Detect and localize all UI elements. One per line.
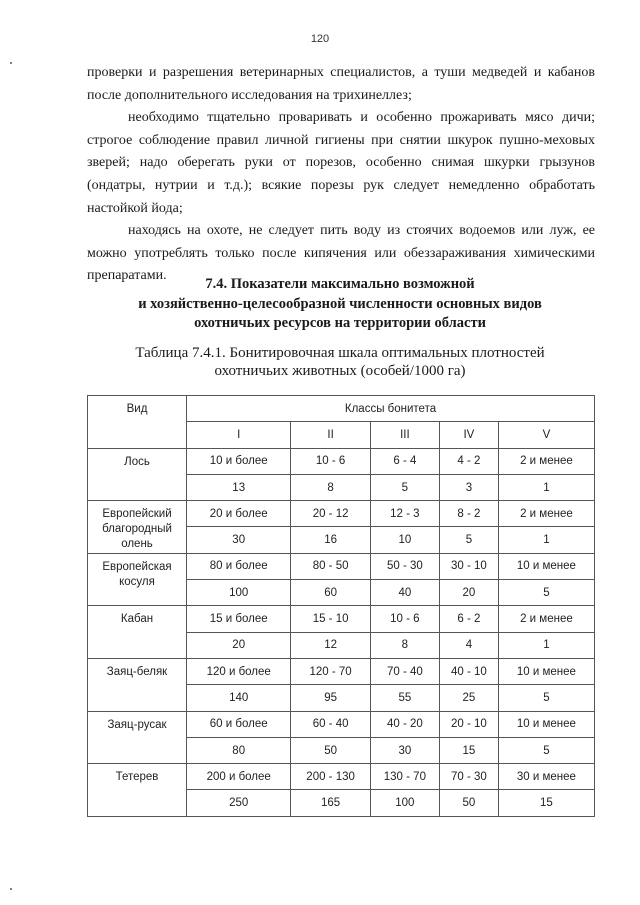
range-cell: 10 и более [187,448,291,474]
range-cell: 30 и менее [498,764,594,790]
range-cell: 200 и более [187,764,291,790]
optimal-density-cell: 8 [291,474,370,500]
range-cell: 2 и менее [498,501,594,527]
species-cell: Европейский благородный олень [88,501,187,554]
table-row-range [88,501,595,527]
range-cell: 2 и менее [498,606,594,632]
range-cell: 40 - 20 [370,711,439,737]
class-label: V [498,422,594,448]
species-cell: Тетерев [88,764,187,817]
range-cell: 60 и более [187,711,291,737]
table-caption-line: охотничьих животных (особей/1000 га) [214,363,466,379]
range-cell: 2 и менее [498,448,594,474]
optimal-density-cell: 15 [498,790,594,816]
optimal-density-cell: 40 [370,580,439,606]
range-cell: 6 - 2 [439,606,498,632]
species-cell: Европейская косуля [88,553,187,606]
range-cell: 80 и более [187,553,291,579]
bonitet-table [87,395,595,817]
range-cell: 4 - 2 [439,448,498,474]
optimal-density-cell: 100 [187,580,291,606]
range-cell: 80 - 50 [291,553,370,579]
range-cell: 12 - 3 [370,501,439,527]
optimal-density-cell: 165 [291,790,370,816]
range-cell: 20 и более [187,501,291,527]
page-number: 120 [310,33,330,45]
range-cell: 70 - 40 [370,658,439,684]
optimal-density-cell: 13 [187,474,291,500]
range-cell: 130 - 70 [370,764,439,790]
optimal-density-cell: 5 [498,580,594,606]
table-row-range [88,711,595,737]
range-cell: 200 - 130 [291,764,370,790]
range-cell: 120 и более [187,658,291,684]
optimal-density-cell: 1 [498,527,594,553]
range-cell: 10 и менее [498,553,594,579]
optimal-density-cell: 140 [187,685,291,711]
optimal-density-cell: 3 [439,474,498,500]
optimal-density-cell: 16 [291,527,370,553]
optimal-density-cell: 5 [370,474,439,500]
table-row-range [88,448,595,474]
class-label: III [370,422,439,448]
range-cell: 15 - 10 [291,606,370,632]
range-cell: 6 - 4 [370,448,439,474]
optimal-density-cell: 50 [291,737,370,763]
optimal-density-cell: 10 [370,527,439,553]
optimal-density-cell: 5 [498,685,594,711]
species-cell: Кабан [88,606,187,659]
class-label: IV [439,422,498,448]
table-body [88,448,595,816]
range-cell: 10 и менее [498,658,594,684]
range-cell: 10 - 6 [291,448,370,474]
optimal-density-cell: 250 [187,790,291,816]
table-row-range [88,553,595,579]
range-cell: 60 - 40 [291,711,370,737]
optimal-density-cell: 8 [370,632,439,658]
range-cell: 20 - 10 [439,711,498,737]
range-cell: 15 и более [187,606,291,632]
optimal-density-cell: 30 [370,737,439,763]
optimal-density-cell: 4 [439,632,498,658]
optimal-density-cell: 20 [187,632,291,658]
range-cell: 10 и менее [498,711,594,737]
range-cell: 50 - 30 [370,553,439,579]
body-text [87,62,595,288]
table-row-range [88,764,595,790]
section-heading [60,275,620,334]
range-cell: 120 - 70 [291,658,370,684]
optimal-density-cell: 15 [439,737,498,763]
optimal-density-cell: 50 [439,790,498,816]
section-heading-line: и хозяйственно-целесообразной численности основных видов [138,295,542,312]
scan-speck [10,62,12,64]
range-cell: 30 - 10 [439,553,498,579]
paragraph: находясь на охоте, не следует пить воду из стоячих водоемов или луж, ее можно употреблять только после кипячения или обеззараживания химическими препаратами. [87,223,595,284]
optimal-density-cell: 95 [291,685,370,711]
classes-column-header: Классы бонитета [187,396,595,422]
table-caption-line: Таблица 7.4.1. Бонитировочная шкала оптимальных плотностей [135,345,545,361]
range-cell: 70 - 30 [439,764,498,790]
optimal-density-cell: 20 [439,580,498,606]
range-cell: 20 - 12 [291,501,370,527]
optimal-density-cell: 55 [370,685,439,711]
class-label: I [187,422,291,448]
optimal-density-cell: 80 [187,737,291,763]
table-row-range [88,606,595,632]
section-heading-line: 7.4. Показатели максимально возможной [205,276,475,292]
paragraph: проверки и разрешения ветеринарных специалистов, а туши медведей и кабанов после дополнительного исследования на трихинеллез; [87,65,595,103]
table-caption [60,344,620,380]
class-label: II [291,422,370,448]
range-cell: 8 - 2 [439,501,498,527]
species-cell: Заяц-русак [88,711,187,764]
section-heading-line: охотничьих ресурсов на территории области [194,315,486,331]
species-cell: Заяц-беляк [88,658,187,711]
optimal-density-cell: 100 [370,790,439,816]
table-row-range [88,658,595,684]
optimal-density-cell: 5 [498,737,594,763]
optimal-density-cell: 1 [498,632,594,658]
range-cell: 10 - 6 [370,606,439,632]
optimal-density-cell: 25 [439,685,498,711]
scan-speck [10,888,12,890]
optimal-density-cell: 60 [291,580,370,606]
optimal-density-cell: 12 [291,632,370,658]
optimal-density-cell: 30 [187,527,291,553]
species-column-header: Вид [88,396,187,449]
optimal-density-cell: 5 [439,527,498,553]
range-cell: 40 - 10 [439,658,498,684]
paragraph: необходимо тщательно проваривать и особенно прожаривать мясо дичи; строгое соблюдение правил личной гигиены при снятии шкурок пушно-меховых зверей; надо оберегать руки от порезов, особенно снимая шкурки грызунов (ондатры, нутрии и т.д.); всякие порезы рук следует немедленно обработать настойкой йода; [87,110,595,216]
table-header-row [88,396,595,422]
species-cell: Лось [88,448,187,501]
optimal-density-cell: 1 [498,474,594,500]
